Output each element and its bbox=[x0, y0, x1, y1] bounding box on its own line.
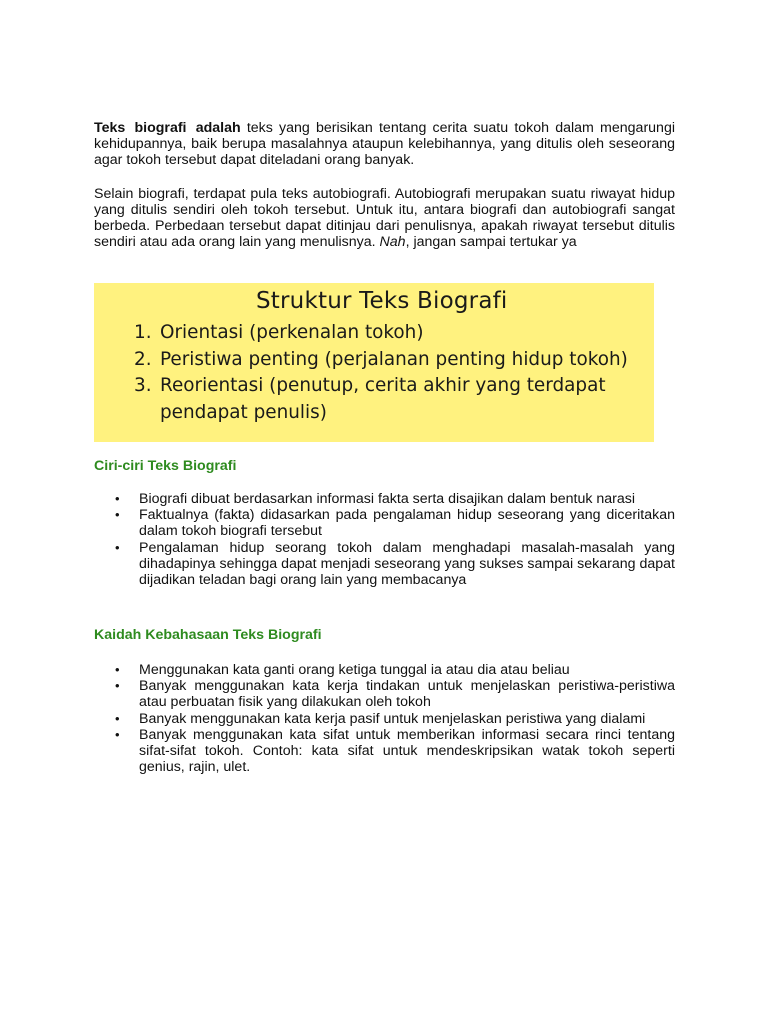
structure-item-text: Orientasi (perkenalan tokoh) bbox=[160, 322, 424, 343]
ciri-list bbox=[94, 491, 675, 588]
autobiography-paragraph bbox=[94, 186, 675, 251]
list-item bbox=[94, 507, 675, 539]
structure-item bbox=[134, 373, 628, 400]
list-item bbox=[94, 491, 675, 507]
autobiography-end: , jangan sampai tertukar ya bbox=[405, 234, 577, 251]
intro-section bbox=[94, 120, 675, 250]
structure-list bbox=[134, 320, 628, 426]
structure-item bbox=[134, 320, 628, 347]
definition-paragraph bbox=[94, 120, 675, 169]
structure-item bbox=[134, 347, 628, 374]
ciri-heading: Ciri-ciri Teks Biografi bbox=[94, 458, 237, 474]
bullet-icon: • bbox=[115, 539, 120, 555]
structure-item-number: 2. bbox=[134, 348, 152, 370]
kaidah-heading: Kaidah Kebahasaan Teks Biografi bbox=[94, 627, 322, 643]
bullet-icon: • bbox=[115, 507, 120, 523]
kaidah-list bbox=[94, 662, 675, 775]
list-item bbox=[94, 540, 675, 589]
list-item bbox=[94, 711, 675, 727]
bullet-icon: • bbox=[115, 491, 120, 506]
list-item-text: Menggunakan kata ganti orang ketiga tunggal ia atau dia atau beliau bbox=[139, 662, 570, 678]
bullet-icon: • bbox=[115, 662, 120, 677]
definition-term: Teks biografi adalah bbox=[94, 120, 241, 136]
bullet-icon: • bbox=[115, 678, 120, 694]
list-item bbox=[94, 662, 675, 678]
structure-item-text: Reorientasi (penutup, cerita akhir yang terdapat bbox=[160, 375, 606, 396]
list-item-text: Banyak menggunakan kata sifat untuk memberikan informasi secara rinci tentang sifat-sifat tokoh. Contoh: kata sifat untuk mendeskripsikan watak tokoh seperti genius, rajin, ulet. bbox=[139, 726, 675, 776]
structure-item-text: pendapat penulis) bbox=[160, 401, 327, 423]
list-item-text: Banyak menggunakan kata kerja pasif untuk menjelaskan peristiwa yang dialami bbox=[139, 710, 646, 727]
structure-title: Struktur Teks Biografi bbox=[256, 288, 508, 314]
bullet-icon: • bbox=[115, 710, 120, 726]
list-item-text: Pengalaman hidup seorang tokoh dalam menghadapi masalah-masalah yang dihadapinya sehingga dapat menjadi seseorang yang sukses sampai sekarang dapat dijadikan teladan bagi orang lain yang membacanya bbox=[139, 539, 675, 589]
structure-item-continuation bbox=[134, 400, 628, 427]
structure-item-number: 3. bbox=[134, 375, 152, 396]
structure-box bbox=[94, 283, 654, 442]
structure-item-text: Peristiwa penting (perjalanan penting hidup tokoh) bbox=[160, 348, 628, 370]
definition-text: teks yang berisikan tentang cerita suatu tokoh dalam mengarungi kehidupannya, baik berupa masalahnya ataupun kelebihannya, yang ditulis oleh seseorang agar tokoh tersebut dapat diteladani orang banyak. bbox=[94, 120, 675, 169]
bullet-icon: • bbox=[115, 726, 120, 742]
autobiography-text: Selain biografi, terdapat pula teks autobiografi. Autobiografi merupakan suatu riwayat hidup yang ditulis sendiri oleh tokoh tersebut. Untuk itu, antara biografi dan autobiografi sangat berbeda. Perbedaan tersebut dapat ditinjau dari penulisnya, apakah riwayat tersebut ditulis sendiri atau ada orang lain yang menulisnya. bbox=[94, 185, 675, 251]
list-item bbox=[94, 727, 675, 776]
list-item-text: Biografi dibuat berdasarkan informasi fakta serta disajikan dalam bentuk narasi bbox=[139, 491, 636, 507]
list-item-text: Banyak menggunakan kata kerja tindakan untuk menjelaskan peristiwa-peristiwa atau perbuatan fisik yang dilakukan oleh tokoh bbox=[139, 678, 675, 711]
list-item-text: Faktualnya (fakta) didasarkan pada pengalaman hidup seseorang yang diceritakan dalam tokoh biografi tersebut bbox=[139, 507, 675, 540]
autobiography-italic: Nah bbox=[379, 234, 406, 251]
structure-item-number: 1. bbox=[134, 322, 152, 343]
list-item bbox=[94, 678, 675, 710]
